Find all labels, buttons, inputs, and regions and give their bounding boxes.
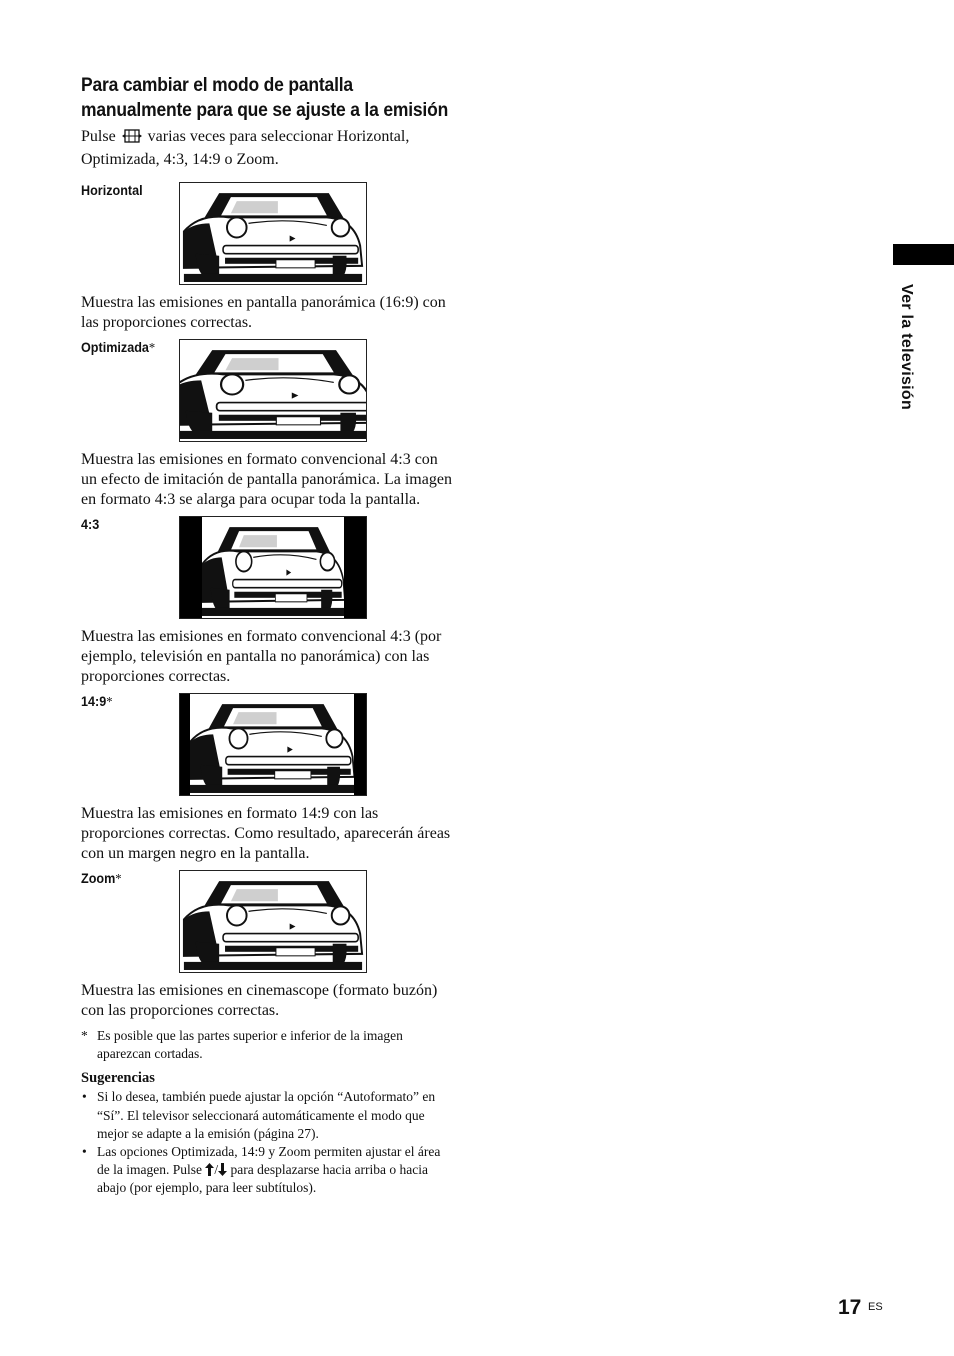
- mode-label: Optimizada*: [81, 339, 156, 356]
- up-arrow-icon: [205, 1162, 214, 1177]
- tips-title: Sugerencias: [81, 1070, 155, 1087]
- list-item: [81, 1088, 453, 1143]
- screen-illustration-14-9: [179, 693, 367, 796]
- page-number: 17: [838, 1296, 862, 1319]
- mode-label: Zoom*: [81, 870, 122, 887]
- wide-mode-icon: [122, 128, 142, 150]
- intro-paragraph: [81, 127, 453, 170]
- mode-zoom: [81, 870, 453, 976]
- content-column: [81, 74, 453, 1198]
- mode-horizontal: [81, 182, 453, 288]
- mode-label: 14:9*: [81, 693, 113, 710]
- mode-description: Muestra las emisiones en formato convencional 4:3 con un efecto de imitación de pantalla panorámica. La imagen en formato 4:3 se alarga para ocupar toda la pantalla.: [81, 451, 452, 508]
- intro-text-before: Pulse: [81, 128, 116, 145]
- mode-4-3: [81, 516, 453, 622]
- screen-illustration-horizontal: [179, 182, 367, 285]
- mode-description: Muestra las emisiones en cinemascope (formato buzón) con las proporciones correctas.: [81, 982, 438, 1019]
- arrow-separator: /: [214, 1162, 219, 1178]
- page-language: ES: [868, 1301, 883, 1313]
- footnote-mark: *: [81, 1028, 88, 1043]
- down-arrow-icon: [218, 1162, 227, 1177]
- mode-label: 4:3: [81, 516, 100, 532]
- list-item: [81, 1143, 453, 1198]
- mode-14-9: [81, 693, 453, 799]
- chapter-tab-marker: [893, 244, 954, 265]
- footnote-text: Es posible que las partes superior e inferior de la imagen aparezcan cortadas.: [97, 1028, 403, 1062]
- tip-text-after: para desplazarse hacia arriba o hacia abajo (por ejemplo, para leer subtítulos).: [97, 1162, 428, 1196]
- bullet: •: [82, 1089, 87, 1105]
- mode-description: Muestra las emisiones en pantalla panorámica (16:9) con las proporciones correctas.: [81, 294, 446, 331]
- footnote: [81, 1027, 453, 1063]
- mode-description: Muestra las emisiones en formato 14:9 con las proporciones correctas. Como resultado, aparecerán áreas con un margen negro en la pantalla.: [81, 805, 451, 862]
- chapter-side-label: Ver la televisión: [898, 284, 915, 411]
- section-heading: Para cambiar el modo de pantalla manualmente para que se ajuste a la emisión: [81, 75, 449, 121]
- screen-illustration-zoom: [179, 870, 367, 973]
- mode-label: Horizontal: [81, 182, 143, 198]
- mode-optimizada: [81, 339, 453, 445]
- screen-illustration-optimizada: [179, 339, 367, 442]
- screen-illustration-4-3: [179, 516, 367, 619]
- tips-list: [81, 1088, 453, 1197]
- mode-description: Muestra las emisiones en formato convencional 4:3 (por ejemplo, televisión en pantalla no panorámica) con las proporciones correctas.: [81, 628, 442, 685]
- tip-text-before: Las opciones Optimizada, 14:9 y Zoom permiten ajustar el área de la imagen. Pulse: [97, 1144, 441, 1178]
- intro-text-after: varias veces para seleccionar Horizontal, Optimizada, 4:3, 14:9 o Zoom.: [81, 128, 410, 168]
- bullet: •: [82, 1144, 87, 1160]
- tip-text: Si lo desea, también puede ajustar la opción “Autoformato” en “Sí”. El televisor seleccionará automáticamente el modo que mejor se adapte a la emisión (página 27).: [97, 1089, 436, 1141]
